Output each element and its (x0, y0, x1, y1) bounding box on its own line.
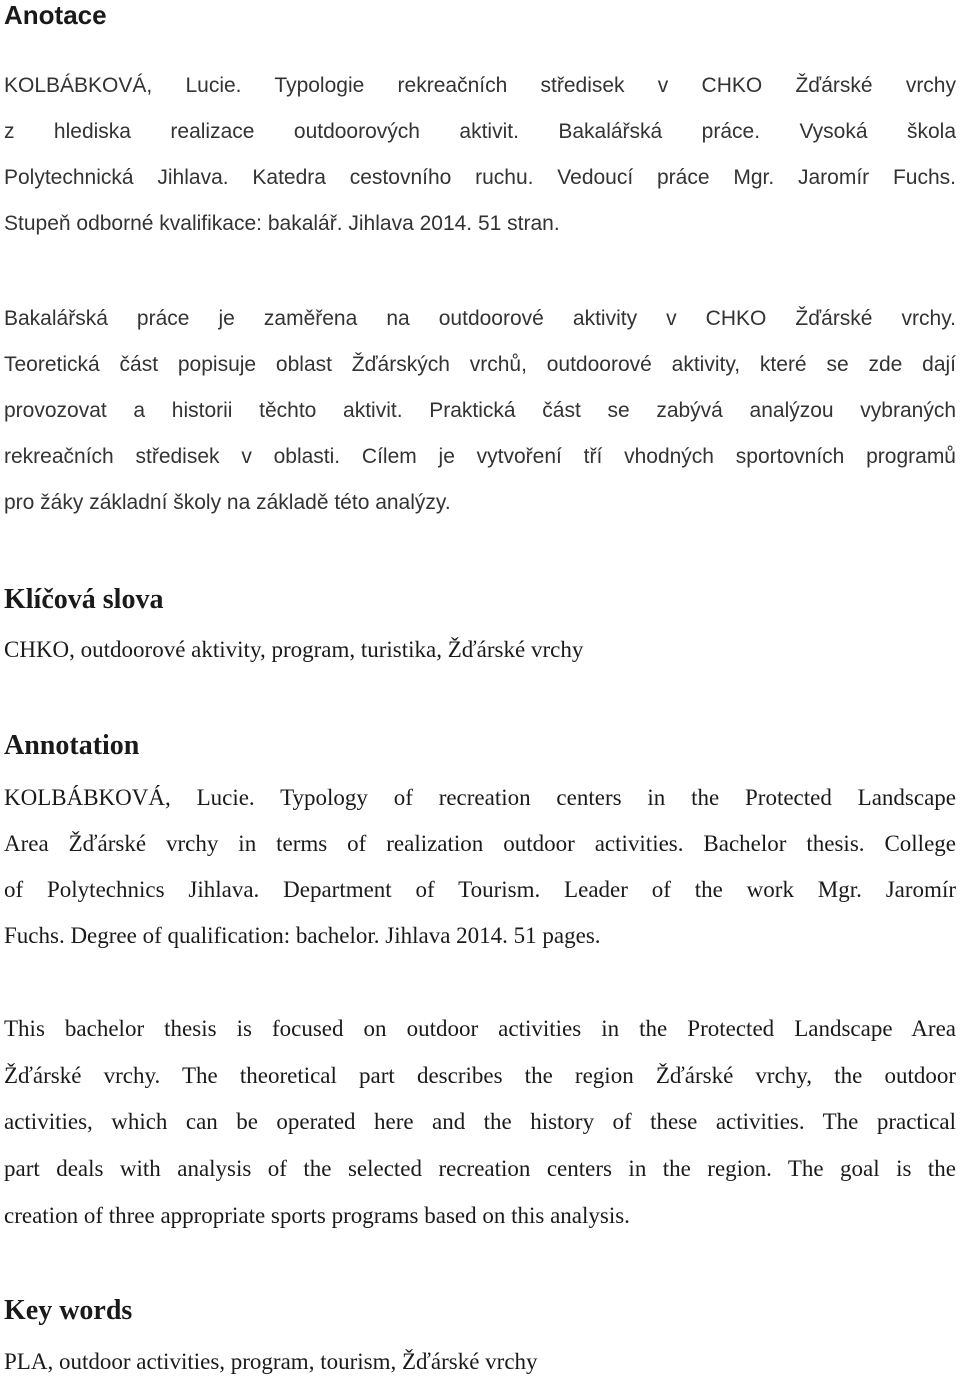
key-words-text: PLA, outdoor activities, program, tourism, Žďárské vrchy (4, 1349, 538, 1374)
anotace-citation-line: Stupeň odborné kvalifikace: bakalář. Jihlava 2014. 51 stran. (4, 212, 560, 235)
annotation-citation-line: Fuchs. Degree of qualification: bachelor. Jihlava 2014. 51 pages. (4, 923, 601, 948)
klicova-slova-heading: Klíčová slova (4, 584, 164, 615)
annotation-citation-line: Area Žďárské vrchy in terms of realization outdoor activities. Bachelor thesis. College (4, 831, 956, 856)
anotace-abstract-line: pro žáky základní školy na základě této analýzy. (4, 491, 451, 514)
anotace-abstract-line: provozovat a historii těchto aktivit. Praktická část se zabývá analýzou vybraných (4, 399, 956, 422)
anotace-citation-line: z hlediska realizace outdoorových aktivit. Bakalářská práce. Vysoká škola (4, 120, 956, 143)
annotation-abstract-line: activities, which can be operated here and the history of these activities. The practical (4, 1109, 956, 1134)
annotation-heading: Annotation (4, 730, 140, 761)
annotation-abstract-line: part deals with analysis of the selected recreation centers in the region. The goal is the (4, 1156, 956, 1181)
anotace-citation-line: KOLBÁBKOVÁ, Lucie. Typologie rekreačních středisek v CHKO Žďárské vrchy (4, 74, 956, 97)
annotation-abstract-line: Žďárské vrchy. The theoretical part describes the region Žďárské vrchy, the outdoor (4, 1063, 956, 1088)
anotace-abstract-line: rekreačních středisek v oblasti. Cílem je vytvoření tří vhodných sportovních programů (4, 445, 956, 468)
anotace-citation-line: Polytechnická Jihlava. Katedra cestovního ruchu. Vedoucí práce Mgr. Jaromír Fuchs. (4, 166, 956, 189)
annotation-abstract-line: This bachelor thesis is focused on outdoor activities in the Protected Landscape Area (4, 1016, 956, 1041)
key-words-heading: Key words (4, 1295, 133, 1326)
anotace-abstract-line: Teoretická část popisuje oblast Žďárských vrchů, outdoorové aktivity, které se zde dají (4, 353, 956, 376)
anotace-heading: Anotace (4, 0, 107, 30)
annotation-citation-line: KOLBÁBKOVÁ, Lucie. Typology of recreation centers in the Protected Landscape (4, 785, 956, 810)
klicova-slova-text: CHKO, outdoorové aktivity, program, turistika, Žďárské vrchy (4, 637, 584, 662)
anotace-abstract-line: Bakalářská práce je zaměřena na outdoorové aktivity v CHKO Žďárské vrchy. (4, 307, 956, 330)
annotation-citation-line: of Polytechnics Jihlava. Department of Tourism. Leader of the work Mgr. Jaromír (4, 877, 956, 902)
annotation-abstract-line: creation of three appropriate sports programs based on this analysis. (4, 1203, 630, 1228)
